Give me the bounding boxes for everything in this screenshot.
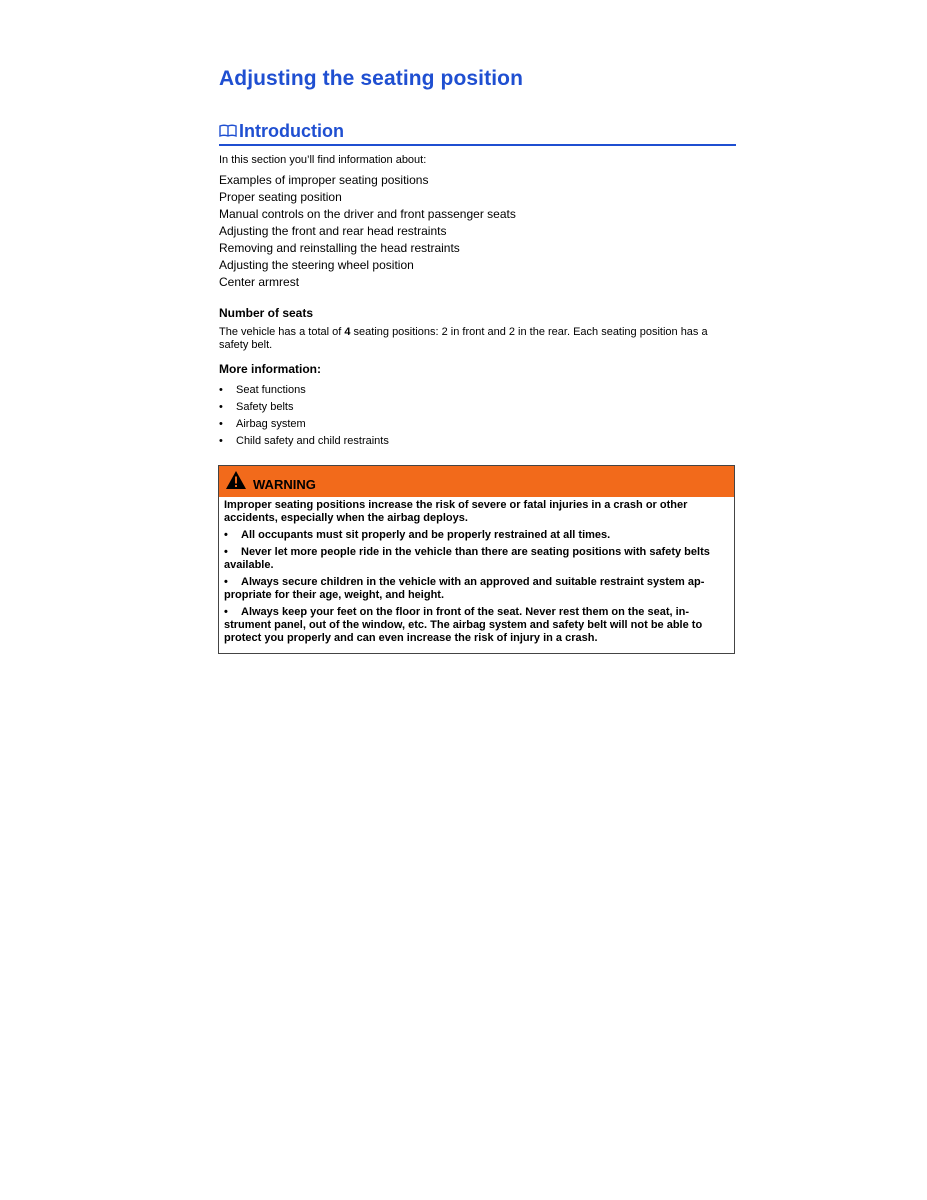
warning-item-text: Never let more people ride in the vehicle than there are seating positions with safety belts available. bbox=[224, 546, 710, 571]
bullet-icon: • bbox=[224, 576, 228, 588]
more-info-list bbox=[219, 382, 389, 450]
warning-body bbox=[219, 497, 734, 653]
bullet-icon: • bbox=[219, 418, 223, 430]
warning-title: WARNING bbox=[253, 477, 316, 492]
more-info-link: Safety belts bbox=[236, 401, 294, 413]
seats-paragraph bbox=[219, 326, 734, 352]
more-info-heading: More information: bbox=[219, 362, 321, 376]
list-item: Adjusting the front and rear head restraints bbox=[219, 224, 447, 238]
section-header bbox=[219, 120, 736, 146]
section-title: Introduction bbox=[239, 121, 344, 141]
list-item: Center armrest bbox=[219, 275, 300, 289]
open-book-icon bbox=[219, 124, 237, 138]
more-info-link: Seat functions bbox=[236, 384, 306, 396]
warning-item-text: Always secure children in the vehicle with an approved and suitable restraint system ap-propriate for their age, weight, and height. bbox=[224, 576, 705, 601]
warning-triangle-icon bbox=[225, 470, 247, 490]
seats-heading: Number of seats bbox=[219, 306, 314, 320]
bullet-icon: • bbox=[224, 606, 228, 618]
list-item bbox=[219, 382, 389, 399]
more-info-link: Airbag system bbox=[236, 418, 306, 430]
page-title: Adjusting the seating position bbox=[219, 67, 523, 90]
list-item bbox=[219, 433, 389, 450]
list-item: Proper seating position bbox=[219, 190, 342, 204]
list-item bbox=[219, 416, 389, 433]
bullet-icon: • bbox=[219, 384, 223, 396]
bullet-icon: • bbox=[224, 546, 228, 558]
more-info-link: Child safety and child restraints bbox=[236, 435, 389, 447]
warning-intro: Improper seating positions increase the risk of severe or fatal injuries in a crash or other accidents, especially when the airbag deploys. bbox=[224, 499, 688, 524]
warning-item bbox=[224, 529, 729, 542]
warning-item-text: All occupants must sit properly and be properly restrained at all times. bbox=[241, 529, 611, 541]
list-item: Adjusting the steering wheel position bbox=[219, 258, 414, 272]
seats-text-before: The vehicle has a total of bbox=[219, 326, 345, 338]
warning-header bbox=[219, 466, 734, 497]
bullet-icon: • bbox=[224, 529, 228, 541]
warning-item bbox=[224, 576, 729, 602]
topic-list bbox=[219, 172, 516, 291]
list-item: Removing and reinstalling the head restraints bbox=[219, 241, 460, 255]
seat-count: 4 bbox=[344, 326, 351, 338]
list-item bbox=[219, 399, 389, 416]
list-item: Manual controls on the driver and front passenger seats bbox=[219, 207, 516, 221]
bullet-icon: • bbox=[219, 401, 223, 413]
warning-item bbox=[224, 546, 729, 572]
seats-text-after: seating positions: 2 in front and 2 in the rear. Each seating position has a safety belt. bbox=[219, 326, 708, 351]
warning-item-text: Always keep your feet on the floor in front of the seat. Never rest them on the seat, in-strument panel, out of the window, etc. The airbag system and safety belt will not be able to protect you properly and can even increase the risk of injury in a crash. bbox=[224, 606, 703, 644]
bullet-icon: • bbox=[219, 435, 223, 447]
list-item: Examples of improper seating positions bbox=[219, 173, 429, 187]
warning-item bbox=[224, 606, 729, 645]
intro-text: In this section you’ll find information about: bbox=[219, 154, 427, 166]
warning-box bbox=[218, 465, 735, 654]
